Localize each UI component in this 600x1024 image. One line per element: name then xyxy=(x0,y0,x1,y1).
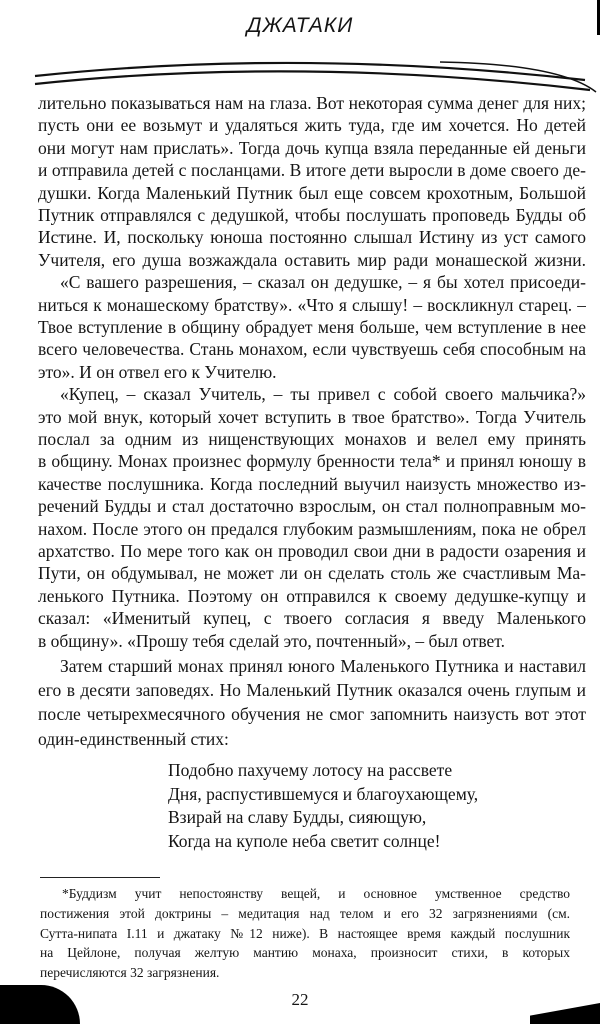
text-line: всего человечества. Стань монахом, если чувствуешь себя способным на xyxy=(38,339,586,360)
text-line: Учителя, его душа возжаждала оставить мир ради монашеской жизни. xyxy=(38,249,586,270)
text-line: его в десяти заповедях. Но Маленький Путник оказался очень глупым и xyxy=(38,680,586,701)
footnote-line: на Цейлоне, получая желтую мантию монаха, произносит стихи, в которых xyxy=(40,945,570,961)
text-line: в общину». «Прошу тебя сделай это, почтенный», – был ответ. xyxy=(38,630,506,651)
page-number: 22 xyxy=(291,990,309,1009)
text-line: после четырехмесячного обучения не смог запомнить наизусть вот этот xyxy=(38,704,586,725)
text-line: ниться к монашескому братству». «Что я слышу! – воскликнул старец. – xyxy=(38,294,586,315)
poem-line: Взирай на славу Будды, сияющую, xyxy=(168,807,427,827)
text-line: ленького Путника. Поэтому он отправился к своему дедушке-купцу и xyxy=(38,585,586,606)
footnote-line: постижения этой доктрины – медитация над телом и его 32 загрязнениями (см. xyxy=(40,905,570,921)
text-line: в общину. Монах произнес формулу бренности тела* и принял юношу в xyxy=(38,451,586,472)
footnote-line: *Буддизм учит непостоянству вещей, и основное умственное средство xyxy=(62,886,570,901)
text-line: Затем старший монах принял юного Маленького Путника и наставил xyxy=(60,656,586,676)
text-line: архатство. По мере того как он проводил свои дни в радости озарения и xyxy=(38,541,586,561)
text-line: и отправила детей с посланцами. В итоге дети выросли в доме своего де- xyxy=(38,160,586,181)
text-line: Истине. И, поскольку юноша постоянно слышал Истину из уст самого xyxy=(38,227,586,248)
text-line: это». И он отвел его к Учителю. xyxy=(38,361,277,382)
text-line: Пути, он обдумывал, не может ли он сделать столь же счастливым Ма- xyxy=(38,563,586,584)
text-line: они могут нам прислать». Тогда дочь купца взяла переданные ей деньги xyxy=(38,137,586,158)
footnote-line: Сутта-нипата I.11 и джатаку №12 ниже). В настоящее время каждый послушник xyxy=(40,925,570,941)
text-line: один-единственный стих: xyxy=(38,728,229,749)
footnote-divider xyxy=(40,877,160,878)
footnote-line: перечисляются 32 загрязнения. xyxy=(40,965,220,981)
text-line: «Купец, – сказал Учитель, – ты привел с собой своего мальчика?» xyxy=(60,384,586,405)
text-line: пусть они ее возьмут и удаляться жить туда, где им хочется. Но детей xyxy=(38,115,586,136)
poem-line: Подобно пахучему лотосу на рассвете xyxy=(168,760,453,780)
text-line: сказал: «Именитый купец, с твоего согласия я введу Маленького xyxy=(38,608,586,629)
text-line: Твое вступление в общину обрадует меня больше, чем вступление в нее xyxy=(38,317,586,337)
text-line: послал за одним из нищенствующих монахов и велел ему принять xyxy=(38,429,586,449)
text-line: это мой внук, который хочет вступить в твое братство». Тогда Учитель xyxy=(38,406,586,427)
text-line: нахом. После этого он предался глубоким размышлениям, пока не обрел xyxy=(38,518,586,539)
text-line: лительно показываться нам на глаза. Вот некоторая сумма денег для них; xyxy=(38,93,586,113)
header-ornament-lines xyxy=(0,40,600,100)
text-line: душки. Когда Маленький Путник был еще совсем крохотным, Большой xyxy=(38,182,586,203)
poem-line: Когда на куполе неба светит солнце! xyxy=(168,830,441,851)
text-line: качестве послушника. Когда последний выучил наизусть множество из- xyxy=(38,473,586,494)
text-line: Путник отправлялся с дедушкой, чтобы послушать проповедь Будды об xyxy=(38,205,586,225)
running-header: ДЖАТАКИ xyxy=(246,14,354,37)
text-line: речений Будды и стал достаточно взрослым, он стал полноправным мо- xyxy=(38,496,586,517)
poem-line: Дня, распустившемуся и благоухающему, xyxy=(168,783,479,804)
text-line: «С вашего разрешения, – сказал он дедушке, – я бы хотел присоеди- xyxy=(60,272,586,293)
